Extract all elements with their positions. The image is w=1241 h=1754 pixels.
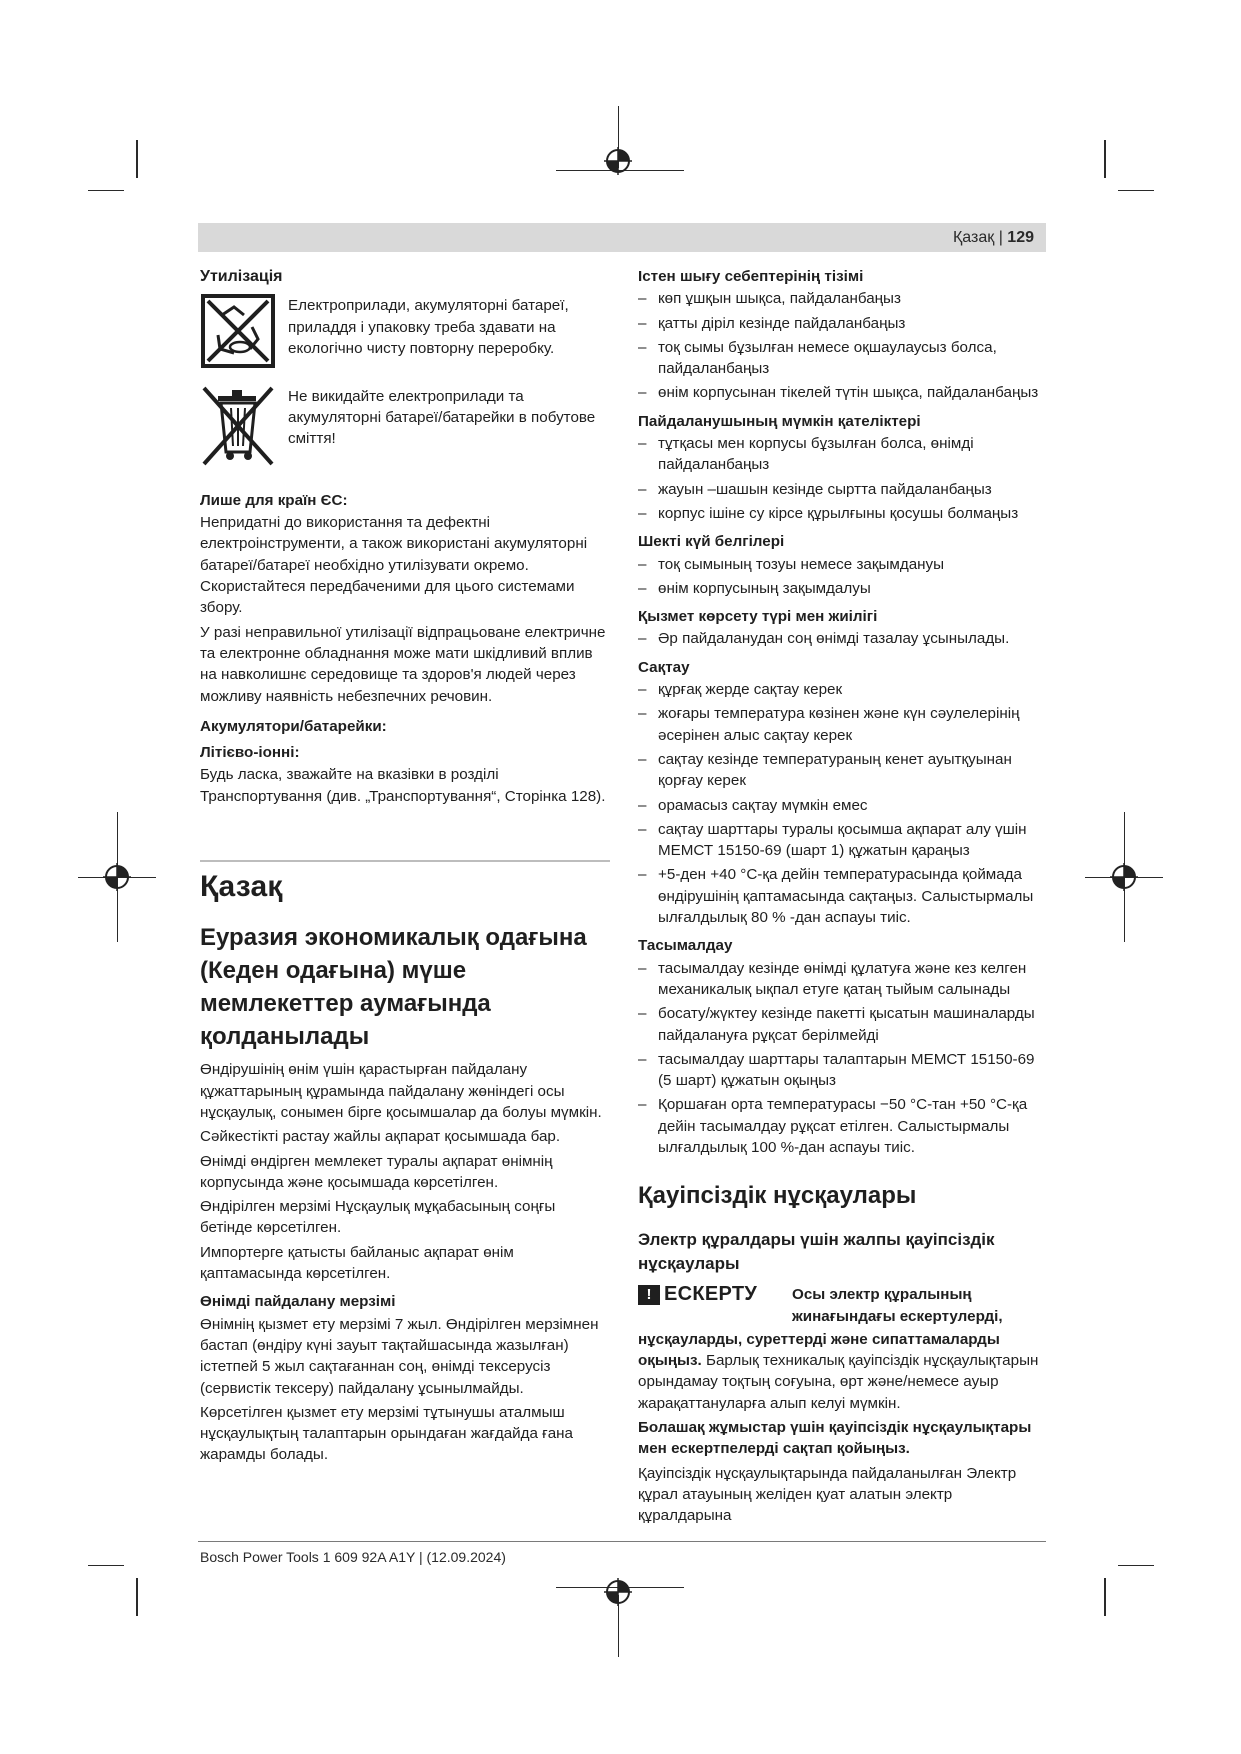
crossed-out-bin-icon <box>200 384 276 468</box>
li-ion-title: Літієво-іонні: <box>200 744 300 762</box>
failure-title: Істен шығу себептерінің тізімі <box>638 268 864 285</box>
eu-text-2: У разі неправильної утилізації відпрацьоване електричне та електронне обладнання може мати шкідливий вплив на навколишнє середовище та здоров'я людей через можливу наявність небезпечних речовин. <box>200 623 606 705</box>
eaeu-paragraph: Сәйкестікті растау жайлы ақпарат қосымшада бар. <box>200 1128 561 1146</box>
eu-text-1: Непридатні до використання та дефектні електроінструменти, а також використані акумуляторні батареї/батареї необхідно утилізувати окремо. Скористайтеся передбаченими для цього системами збору. <box>200 514 588 617</box>
header-separator: | <box>998 229 1003 246</box>
list-item: – сақтау шарттары туралы қосымша ақпарат алу үшін МЕМСТ 15150-69 (шарт 1) құжатын қараңыз <box>638 819 1048 862</box>
keep-instructions: Болашақ жұмыстар үшін қауіпсіздік нұсқаулықтары мен ескертпелерді сақтап қойыңыз. <box>638 1419 1032 1458</box>
crop-mark <box>1104 140 1106 178</box>
transport-list <box>638 958 1048 1159</box>
lifetime-title: Өнімді пайдалану мерзімі <box>200 1293 396 1311</box>
safety-heading: Қауіпсіздік нұсқаулары <box>638 1182 917 1210</box>
eaeu-paragraph: Өндірілген мерзімі Нұсқаулық мұқабасының соңғы бетінде көрсетілген. <box>200 1198 556 1237</box>
disposal-text-2: Не викидайте електроприлади та акумуляторні батареї/батарейки в побутове сміття! <box>288 387 596 448</box>
footer-text: Bosch Power Tools 1 609 92A A1Y | (12.09.2024) <box>200 1549 506 1565</box>
list-item: – жоғары температура көзінен және күн сәулелерінің әсерінен алыс сақтау керек <box>638 703 1048 746</box>
recycling-symbol-icon <box>200 293 276 369</box>
warning-lead-text: Осы электр құралының жинағындағы ескертулерді, <box>792 1286 1003 1325</box>
crop-mark <box>136 1578 138 1616</box>
list-item: – қатты діріл кезінде пайдаланбаңыз <box>638 313 1048 334</box>
list-item: – тоқ сымының тозуы немесе зақымдануы <box>638 554 1048 575</box>
list-item: – +5-ден +40 °C-қа дейін температурасында қоймада өндірушінің қаптамасында сақтаңыз. Салыстырмалы ылғалдылық 80 % -дан аспауы тиіс. <box>638 864 1048 928</box>
term-text: Қауіпсіздік нұсқаулықтарында пайдаланылған Электр құрал атауының желіден қуат алатын электр құралдарына <box>638 1464 1017 1525</box>
list-item: – көп ұшқын шықса, пайдаланбаңыз <box>638 288 1048 309</box>
warning-text <box>638 1329 1048 1414</box>
eaeu-heading: Еуразия экономикалық одағына (Кеден одағына) мүше мемлекеттер аумағында қолданылады <box>200 924 587 1051</box>
eaeu-paragraph: Импортерге қатысты байланыс ақпарат өнім қаптамасында көрсетілген. <box>200 1243 514 1283</box>
right-column <box>638 266 1048 1530</box>
service-title: Қызмет көрсету түрі мен жиілігі <box>638 608 878 626</box>
warning-label: ЕСКЕРТУ <box>664 1283 758 1306</box>
eu-title: Лише для країн ЄС: <box>200 491 348 509</box>
eaeu-paragraph: Өндірушінің өнім үшін қарастырған пайдалану құжаттарының құрамында пайдалану жөніндегі осы нұсқаулық, сонымен бірге қосымшалар да болуы мүмкін. <box>200 1061 602 1121</box>
failure-list <box>638 288 1048 403</box>
registration-target-icon <box>1110 863 1138 891</box>
header-text <box>953 229 1034 247</box>
disposal-text-1: Електроприлади, акумуляторні батареї, приладдя і упаковку треба здавати на екологічно чисту повторну переробку. <box>288 297 569 357</box>
page-header <box>198 223 1046 252</box>
storage-title: Сақтау <box>638 658 690 676</box>
header-language: Қазақ <box>952 229 995 246</box>
crop-mark <box>1118 1565 1154 1566</box>
footer-divider <box>198 1541 1046 1542</box>
warning-block <box>638 1284 1048 1327</box>
crop-mark <box>1118 190 1154 191</box>
list-item: – жауын –шашын кезінде сыртта пайдаланбаңыз <box>638 479 1048 500</box>
transport-title: Тасымалдау <box>638 937 733 955</box>
registration-target-icon <box>604 1578 632 1606</box>
eaeu-paragraph: Өнімді өндірген мемлекет туралы ақпарат өнімнің корпусында және қосымшада көрсетілген. <box>200 1152 553 1191</box>
section-divider <box>200 860 610 862</box>
li-ion-text: Будь ласка, зважайте на вказівки в розділі Транспортування (див. „Транспортування“, Сторінка 128). <box>200 766 606 805</box>
service-list <box>638 628 1048 649</box>
batteries-title: Акумулятори/батарейки: <box>200 717 387 735</box>
list-item: – тоқ сымы бұзылған немесе оқшаулаусыз болса, пайдаланбаңыз <box>638 337 1048 380</box>
list-item: – корпус ішіне су кірсе құрылғыны қосушы болмаңыз <box>638 503 1048 524</box>
errors-list <box>638 433 1048 524</box>
list-item: – құрғақ жерде сақтау керек <box>638 679 1048 700</box>
registration-target-icon <box>604 147 632 175</box>
crop-mark <box>136 140 138 178</box>
list-item: – тасымалдау кезінде өнімді құлатуға және кез келген механикалық ықпал етуге қатаң тыйым салынады <box>638 958 1048 1001</box>
crop-mark <box>1104 1578 1106 1616</box>
list-item: – тасымалдау шарттары талаптарын МЕМСТ 15150-69 (5 шарт) құжатын оқыңыз <box>638 1049 1048 1092</box>
list-item: – Әр пайдаланудан соң өнімді тазалау ұсынылады. <box>638 628 1048 649</box>
warning-bold-text: нұсқауларды, суреттерді және сипаттамаларды оқыңыз. <box>638 1330 1000 1370</box>
lifetime-paragraph: Көрсетілген қызмет ету мерзімі тұтынушы аталмыш нұсқаулықтың талаптарын орындаған жағдайда ғана жарамды болады. <box>200 1403 574 1464</box>
page-number: 129 <box>1007 229 1034 246</box>
storage-list <box>638 679 1048 928</box>
list-item: – өнім корпусының зақымдалуы <box>638 578 1048 599</box>
lifetime-paragraph: Өнімнің қызмет ету мерзімі 7 жыл. Өндірілген мерзімнен бастап (өндіру күні зауыт тақтайшасында жазылған) істетпей 5 жыл сақтағаннан соң, өнімді тексерусіз (сервистік тексеру) пайдалану ұсынылмайды. <box>200 1315 599 1397</box>
general-safety-heading: Электр құралдары үшін жалпы қауіпсіздік нұсқаулары <box>638 1230 995 1274</box>
language-heading: Қазақ <box>200 870 283 904</box>
waste-bin-notice <box>200 384 610 474</box>
list-item: – өнім корпусынан тікелей түтін шықса, пайдаланбаңыз <box>638 382 1048 403</box>
recycling-notice <box>200 293 610 375</box>
limit-title: Шекті күй белгілері <box>638 533 785 551</box>
limit-list <box>638 554 1048 600</box>
warning-triangle-icon: ! <box>638 1285 660 1305</box>
warning-badge <box>638 1284 792 1305</box>
list-item: – босату/жүктеу кезінде пакетті қысатын машиналарды пайдалануға рұқсат берілмейді <box>638 1003 1048 1046</box>
list-item: – тұтқасы мен корпусы бұзылған болса, өнімді пайдаланбаңыз <box>638 433 1048 476</box>
disposal-title: Утилізація <box>200 268 283 285</box>
list-item: – сақтау кезінде температураның кенет ауытқуынан қорғау керек <box>638 749 1048 792</box>
list-item: – орамасыз сақтау мүмкін емес <box>638 795 1048 816</box>
list-item: – Қоршаған орта температурасы −50 °C-тан +50 °C-қа дейін тасымалдау рұқсат етілген. Салыстырмалы ылғалдылық 100 %-дан аспауы тиіс. <box>638 1094 1048 1158</box>
registration-target-icon <box>103 863 131 891</box>
errors-title: Пайдаланушының мүмкін қателіктері <box>638 412 921 430</box>
left-column <box>200 266 610 1469</box>
crop-mark <box>88 1565 124 1566</box>
warning-normal-text: Барлық техникалық қауіпсіздік нұсқаулықтарын орындамау тоқтың соғуына, өрт және/немесе ауыр жарақаттануларға алып келуі мүмкін. <box>638 1352 1039 1412</box>
crop-mark <box>88 190 124 191</box>
